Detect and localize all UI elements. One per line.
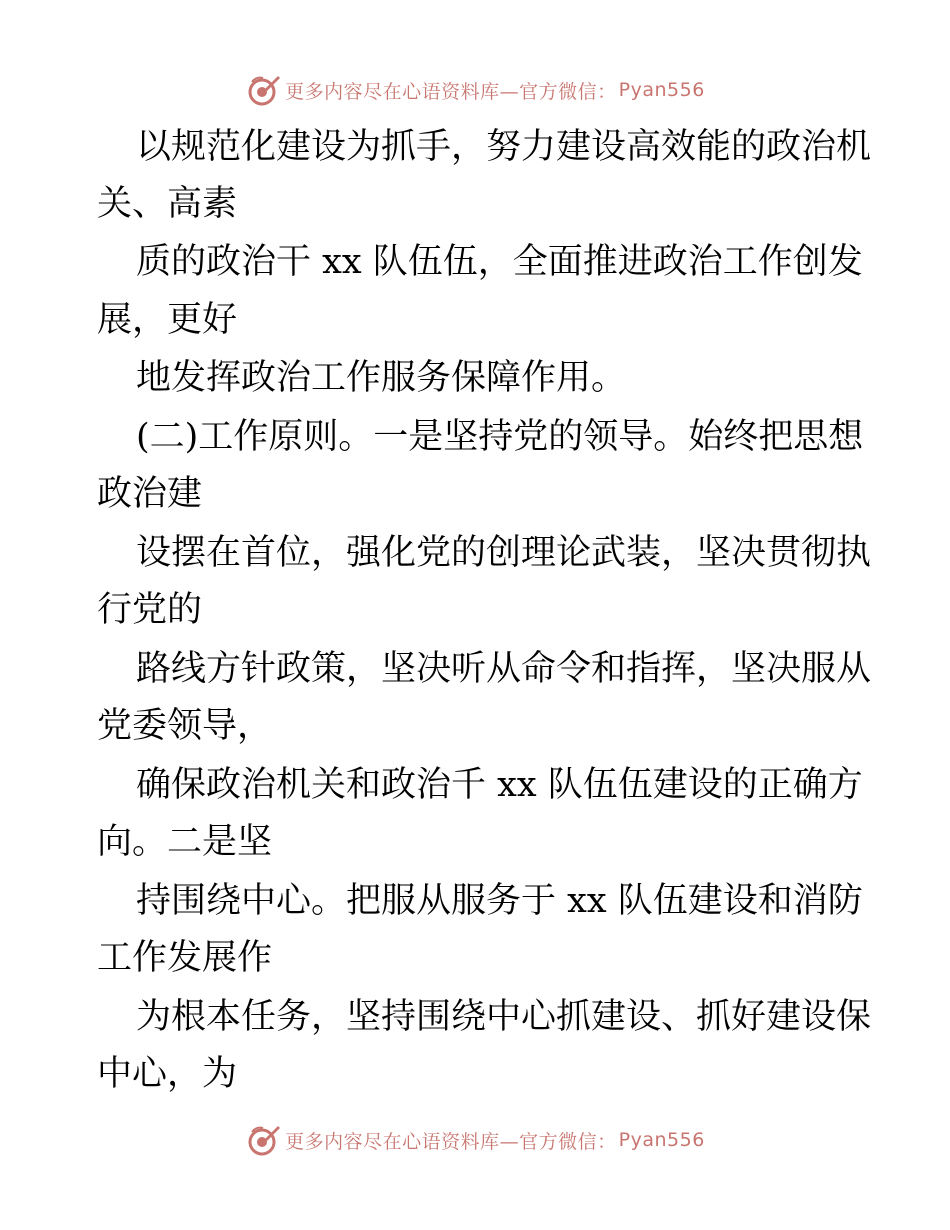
text-line: 工作发展作 <box>97 938 273 978</box>
text-line: 路线方针政策，坚决听从命令和指挥，坚决服从 <box>136 649 872 689</box>
pen-logo-icon <box>245 1122 281 1158</box>
header-watermark-banner <box>0 70 950 110</box>
text-line: 党委领导， <box>97 706 273 746</box>
text-line: 展，更好 <box>97 300 238 340</box>
text-line: 设摆在首位，强化党的创理论武装，坚决贯彻执 <box>136 533 872 573</box>
pen-logo-icon <box>245 72 281 108</box>
footer-watermark-banner <box>0 1120 950 1160</box>
text-line: 持围绕中心。把服从服务于 xx 队伍建设和消防 <box>136 881 863 921</box>
header-banner-id: Pyan556 <box>618 79 705 101</box>
footer-banner-id: Pyan556 <box>618 1129 705 1151</box>
text-line: 质的政治干 xx 队伍伍，全面推进政治工作创发 <box>136 242 863 282</box>
header-banner-text: 更多内容尽在心语资料库—官方微信： <box>285 80 617 103</box>
text-line: 地发挥政治工作服务保障作用。 <box>136 358 627 398</box>
text-line: 向。二是坚 <box>97 822 273 862</box>
text-line: 关、高素 <box>97 184 238 224</box>
text-line: 行党的 <box>97 590 203 630</box>
text-line: 中心，为 <box>97 1054 238 1094</box>
text-line: 确保政治机关和政治千 xx 队伍伍建设的正确方 <box>136 765 863 805</box>
footer-banner-text: 更多内容尽在心语资料库—官方微信： <box>285 1130 617 1153</box>
text-line: 以规范化建设为抓手，努力建设高效能的政治机 <box>136 127 872 167</box>
text-line: 政治建 <box>97 474 203 514</box>
text-line: 为根本任务，坚持围绕中心抓建设、抓好建设保 <box>136 997 872 1037</box>
text-line: (二)工作原则。一是坚持党的领导。始终把思想 <box>136 417 864 457</box>
